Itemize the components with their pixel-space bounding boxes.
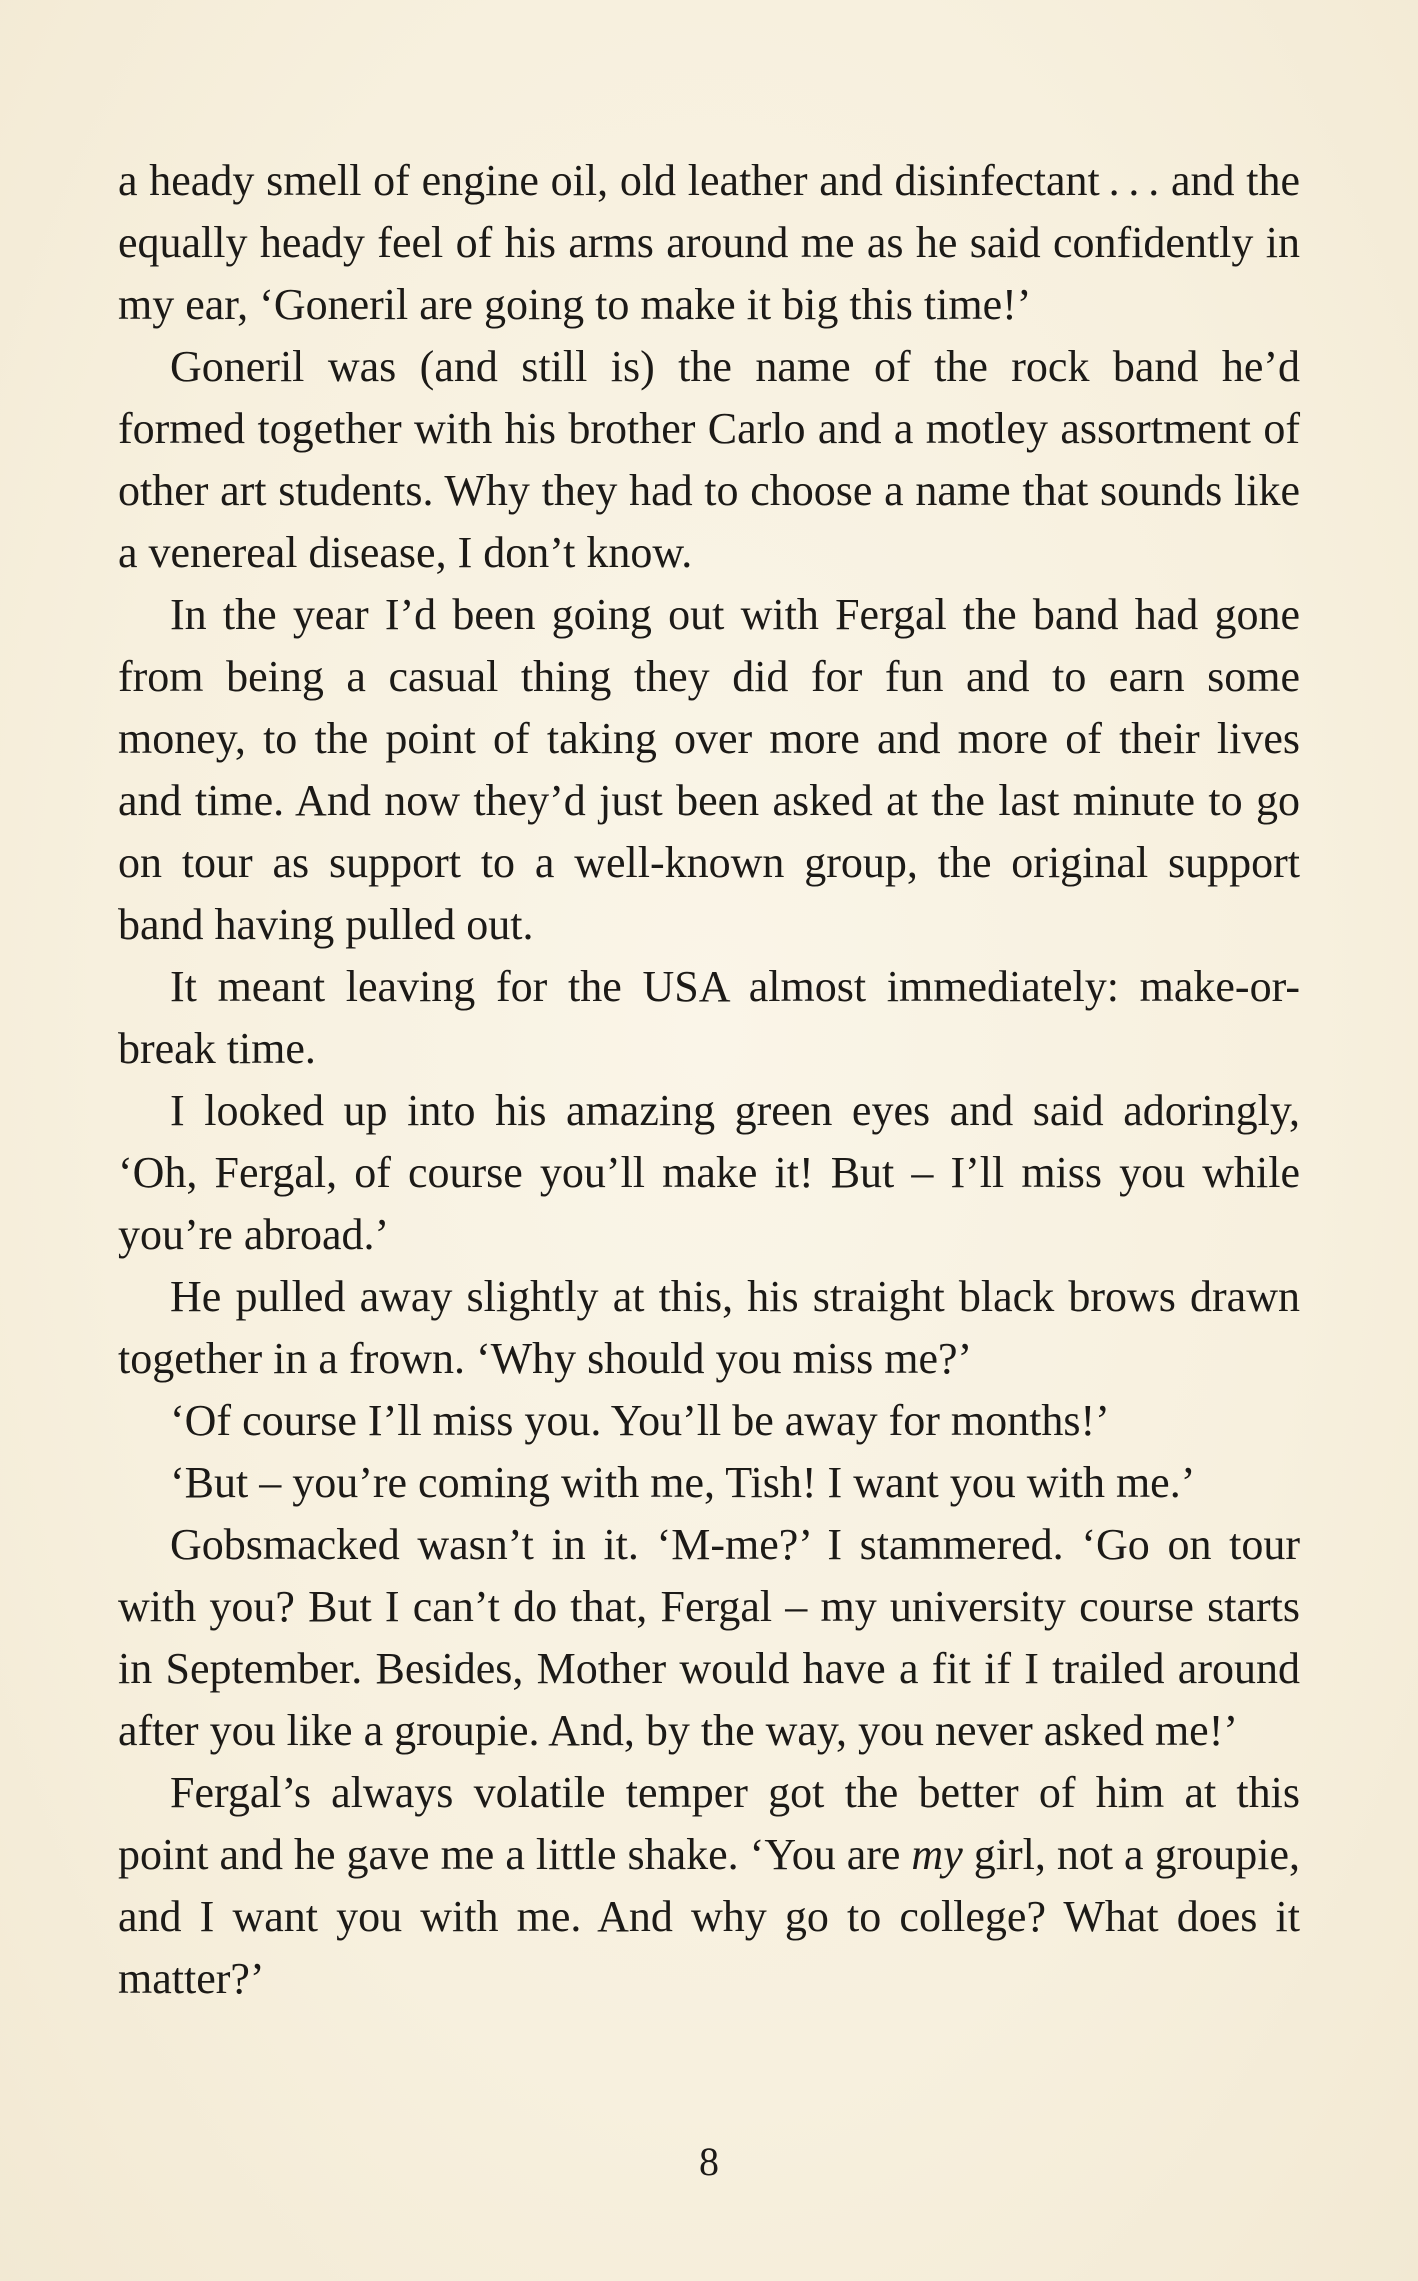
text-run: Fergal’s always volatile temper got the better of him at this point and he gave me a little shake. ‘You are <box>118 1768 1300 1879</box>
paragraph-last <box>118 1762 1300 2010</box>
page-number: 8 <box>699 2139 719 2184</box>
emphasis-text: my <box>911 1830 963 1879</box>
paragraph: He pulled away slightly at this, his straight black brows drawn together in a frown. ‘Why should you miss me?’ <box>118 1272 1300 1383</box>
paragraph: Goneril was (and still is) the name of the rock band he’d formed together with his brother Carlo and a motley assortment of other art students. Why they had to choose a name that sounds like a venereal disease, I don’t know. <box>118 342 1300 577</box>
paragraph: I looked up into his amazing green eyes and said adoringly, ‘Oh, Fergal, of course you’ll make it! But – I’ll miss you while you’re abroad.’ <box>118 1086 1300 1259</box>
text-run: girl, not a groupie, and I want you with me. And why go to college? What does it matter?’ <box>118 1830 1300 2003</box>
paragraph: Gobsmacked wasn’t in it. ‘M-me?’ I stammered. ‘Go on tour with you? But I can’t do that, Fergal – my university course starts in September. Besides, Mother would have a fit if I trailed around after you like a groupie. And, by the way, you never asked me!’ <box>118 1520 1300 1755</box>
paragraph-continued: a heady smell of engine oil, old leather and disinfectant . . . and the equally heady feel of his arms around me as he said confidently in my ear, ‘Goneril are going to make it big this time!’ <box>118 156 1300 329</box>
paragraph: ‘But – you’re coming with me, Tish! I want you with me.’ <box>170 1458 1196 1507</box>
paragraph: ‘Of course I’ll miss you. You’ll be away for months!’ <box>170 1396 1110 1445</box>
paragraph: It meant leaving for the USA almost immediately: make-or-break time. <box>118 962 1300 1073</box>
body-text <box>118 150 1300 2010</box>
paragraph: In the year I’d been going out with Fergal the band had gone from being a casual thing they did for fun and to earn some money, to the point of taking over more and more of their lives and time. And now they’d just been asked at the last minute to go on tour as support to a well-known group, the original support band having pulled out. <box>118 590 1300 949</box>
